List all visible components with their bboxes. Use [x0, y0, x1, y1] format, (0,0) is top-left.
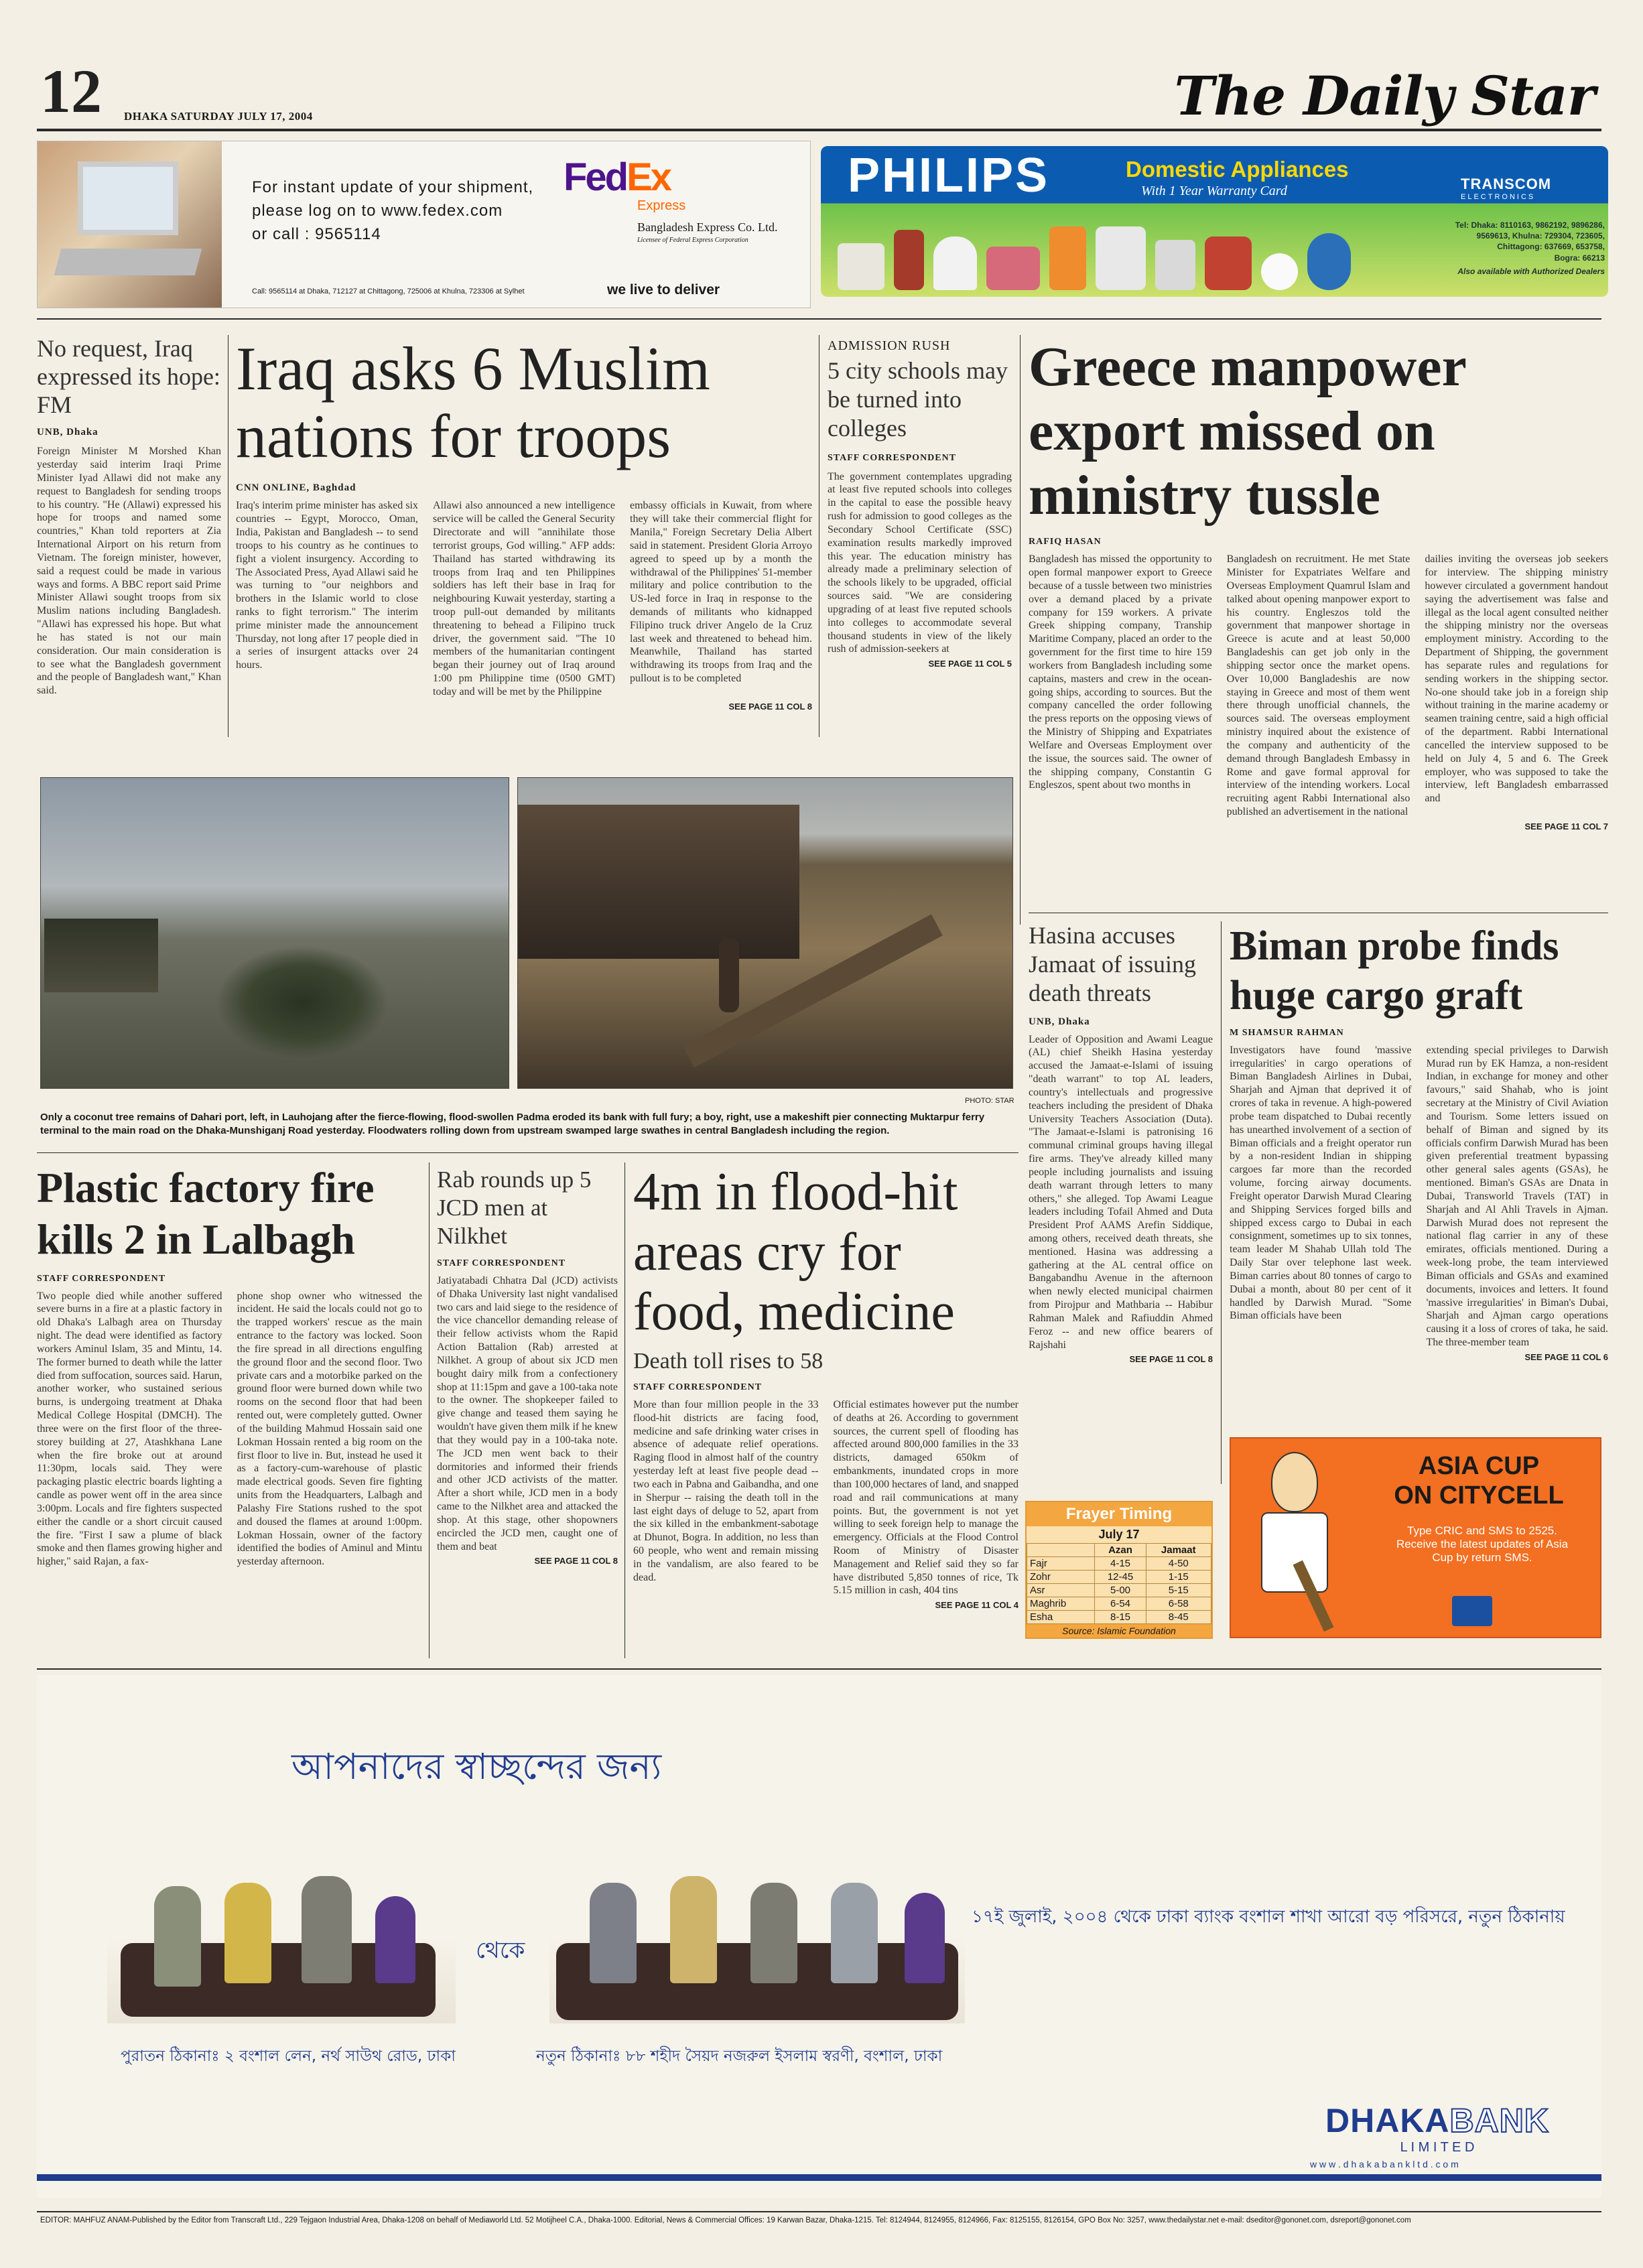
- photo-caption: Only a coconut tree remains of Dahari port, left, in Lauhojang after the fierce-flowing, flood-swollen Padma eroded its bank with full fury; a boy, right, use a makeshift pier connecting Muktarpur ferry terminal to the main road on the Dhaka-Munshiganj Road yesterday. Floodwaters rolling down from upstream swamped large swathes in central Bangladesh including the region.: [40, 1112, 985, 1136]
- section-rule: [37, 1152, 1018, 1153]
- bank-old-address: পুরাতন ঠিকানাঃ ২ বংশাল লেন, নর্থ সাউথ রোড, ঢাকা: [121, 2048, 456, 2065]
- hut-shape: [44, 919, 158, 992]
- bank-stripe: [37, 2174, 1601, 2181]
- iraq-col3: embassy officials in Kuwait, from where they will take their commercial flight for Manila," Foreign Secretary Delia Albert said in statement. President Gloria Arroyo agreed to speed up by a month the withdrawal of the Philippines' 51-member military and police contribution to the US-led force in Iraq in response to the demands of militants who kidnapped Filipino truck driver Angelo de la Cruz last week and threatened to behead him. Meanwhile, Thailand has started withdrawing its troops from Iraq and the pullout is to be completed: [630, 500, 812, 685]
- appliances-row: [838, 213, 1387, 290]
- hasina-story: [1029, 921, 1213, 1364]
- appliance-icon: [1307, 233, 1351, 290]
- plastic-col2: phone shop owner who witnessed the incident. He said the locals could not go to the trapped workers' rescue as the main entrance to the factory was locked. Soon the fire spread in all directions engulfing the ground floor and the second floor. Two private cars and a motorbike parked on the ground floor were burned down while two rooms on the second floor that had been rented out, were completely gutted. Owner of the building Mahmud Hossain said one Lokman Hossain rented a big room on the first floor to live in. But, instead he used it as a factory-cum-warehouse of plastic made electrical goods. Seven fire fighting units from the Headquarters, Lalbagh and Palashy Fire Stations rushed to the spot and doused the flames at around 1:00pm. Lokman Hossain, owner of the factory identified the bodies of Aminul and Mintu yesterday afternoon.: [237, 1290, 422, 1568]
- hasina-jump: SEE PAGE 11 COL 8: [1129, 1354, 1213, 1365]
- prayer-col-azan: Azan: [1095, 1544, 1146, 1557]
- section-rule: [37, 1668, 1601, 1670]
- citycell-logo: [1452, 1596, 1492, 1626]
- fedex-text-line3: or call : 9565114: [252, 225, 381, 243]
- bank-theke: থেকে: [476, 1937, 525, 1964]
- table-row: Esha 8-15 8-45: [1027, 1611, 1211, 1624]
- fedex-company: Bangladesh Express Co. Ltd.: [637, 220, 778, 234]
- houses-shape: [518, 805, 799, 959]
- flood-byline: STAFF CORRESPONDENT: [633, 1382, 763, 1392]
- greece-col3: dailies inviting the overseas job seekers for interview. The shipping ministry however circulated a government handout saying the advertisement was false and illegal as the local agent consulted neither the shipping ministry nor the overseas employment ministry. According to the Department of Shipping, the government has separate rules and regulations for sending workers in the shipping sector. No-one should take job in a foreign ship without training in the marine academy or seamen training centre, said a high official of the department. Rabbi International cancelled the interview supposed to be held on July 4, 5 and 6. The Greek employer, who was supposed to take the interview, left Bangladesh embarrassed and: [1425, 553, 1609, 805]
- fedex-logo: FedEx: [564, 155, 671, 199]
- appliance-icon: [986, 247, 1040, 290]
- greece-story: [1029, 335, 1608, 831]
- schools-headline: 5 city schools may be turned into colleges: [828, 357, 1008, 442]
- table-row: Zohr 12-45 1-15: [1027, 1571, 1211, 1584]
- greece-col2: Bangladesh on recruitment. He met State Minister for Expatriates Welfare and Overseas Employment Quamrul Islam and talked about opening manpower export to his country. Engleszos told the government that manpower shortage in Greece is acute and at least 50,000 Bangladeshis can get job only in the shipping sector once the market opens. Over 10,000 Bangladeshis are now staying in Greece and most of them went there through unofficial channels, the sources said. The overseas employment ministry inquired about the existence of the company and authenticity of the demand through Bangladesh Embassy in Rome and gave formal approval for interview of the intending workers. Local recruiting agent Rabbi International also published an advertisement in the national: [1226, 553, 1410, 817]
- philips-title: Domestic Appliances: [1126, 157, 1349, 182]
- biman-story: [1230, 921, 1608, 1362]
- dateline: DHAKA SATURDAY JULY 17, 2004: [124, 110, 313, 123]
- ads-rule: [37, 318, 1601, 320]
- dhakabank-logo: DHAKABANK L I M I T E D: [1297, 2104, 1578, 2155]
- bank-headline: আপনাদের স্বাচ্ছন্দের জন্য: [291, 1745, 662, 1788]
- appliance-icon: [1049, 226, 1086, 290]
- fedex-tagline: we live to deliver: [607, 282, 720, 297]
- bank-limited: L I M I T E D: [1400, 2140, 1475, 2155]
- iraq-col1: Iraq's interim prime minister has asked six countries -- Egypt, Morocco, Oman, India, Pakistan and Bangladesh -- to send troops to his country as he continues to fight a violent insurgency. According to The Associated Press, Ayad Allawi said he was turning to "our neighbors and brothers in the Islamic world to close ranks to fight terrorism." The interim prime minister made the announcement Thursday, not long after 17 people died in a series of insurgent attacks over 24 hours.: [236, 500, 418, 671]
- appliance-icon: [894, 230, 924, 290]
- prayer-timing-box: [1025, 1501, 1213, 1639]
- asiacup-title: ASIA CUP ON CITYCELL: [1394, 1452, 1564, 1510]
- fedex-express: Express: [637, 198, 686, 213]
- greece-headline: Greece manpower export missed on ministry tussle: [1029, 336, 1466, 527]
- bank-announcement: ১৭ই জুলাই, ২০০৪ থেকে ঢাকা ব্যাংক বংশাল শাখা আরো বড় পরিসরে, নতুন ঠিকানায়: [972, 1907, 1565, 1927]
- prayer-title: Frayer Timing: [1027, 1502, 1211, 1526]
- dhakabank-ad[interactable]: [37, 1675, 1601, 2198]
- rab-story: [437, 1166, 618, 1566]
- schools-story: [828, 338, 1012, 669]
- table-row: Fajr 4-15 4-50: [1027, 1557, 1211, 1571]
- philips-subtitle: With 1 Year Warranty Card: [1141, 184, 1287, 198]
- transcom-logo: TRANSCOM ELECTRONICS: [1461, 176, 1552, 201]
- plastic-col1: Two people died while another suffered severe burns in a fire at a plastic factory in old Dhaka's Lalbagh area on Thursday night. The dead were identified as factory workers Aminul Islam, 35 and Mintu, 14. The former burned to death while the latter died from suffocation, sources said. Harun, another worker, who sustained serious burns, is undergoing treatment at Dhaka Medical College Hospital (DMCH). The three were on the first floor of the three-storey building at 27, Atashkhana Lane when the fire broke out at around 11:30pm, locals said. They were packaging plastic electric boards lighting a candle as power went off in the area since 3:00pm. Locals and fire fighters suspected either the candle or a short circuit caused the fire. "First I saw a plume of black smoke and then flames growing higher and higher," said Rajan, a fax-: [37, 1290, 222, 1568]
- old-branch-photo: [107, 1829, 456, 2023]
- fedex-text-line1: For instant update of your shipment,: [252, 178, 534, 196]
- hasina-body: Leader of Opposition and Awami League (AL) chief Sheikh Hasina yesterday accused the Jamaat-e-Islami of issuing "death warrant" to top AL leaders, country's intellectuals and progressive teachers including the president of Dhaka University Teachers Association (Duta). "The Jamaat-e-Islami is patronising 16 communal criminal groups having illegal fire arms. They've already killed many people including journalists and issuing death warrant through letters to many others," she alleged. Top Awami League leaders including Tofail Ahmed and Duta President Prof AAMS Arefin Siddique, among others, received death threats, she mentioned. Hasina was addressing a gathering at the AL central office on Bangabandhu Avenue in the afternoon when newly elected municipal chairmen from Pirojpur and Mathbaria -- Habibur Rahman Malek and Rafiuddin Ahmed Feroz -- and new office bearers of Rajshahi: [1029, 1033, 1213, 1351]
- masthead-rule: [37, 129, 1601, 131]
- iraq-col2: Allawi also announced a new intelligence service will be called the General Security Directorate and will "annihilate those terrorist groups, God willing." AFP adds: Thailand has started withdrawing its troops from Iraq and ten Philippines soldiers has left their base in Iraq for neighbouring Kuwait yesterday, starting a troop pull-out demanded by militants threatening to behead a Filipino truck driver, the government said. "The 10 members of the humanitarian contingent began their journey out of Iraq around 1:00 pm Philippine time (0500 GMT) today and will be met by the Philippine: [433, 500, 615, 697]
- table-row: Asr 5-00 5-15: [1027, 1584, 1211, 1597]
- rab-jump: SEE PAGE 11 COL 8: [534, 1556, 618, 1566]
- boy-shape: [719, 939, 739, 1012]
- schools-byline: STAFF CORRESPONDENT: [828, 452, 957, 463]
- plastic-byline: STAFF CORRESPONDENT: [37, 1273, 166, 1284]
- rab-headline: Rab rounds up 5 JCD men at Nilkhet: [437, 1166, 592, 1249]
- fedex-ad[interactable]: [37, 141, 811, 308]
- greece-byline: RAFIQ HASAN: [1029, 537, 1102, 547]
- prayer-table: [1027, 1543, 1211, 1624]
- philips-contacts: Tel: Dhaka: 8110163, 9862192, 9896286, 9569613, Khulna: 729304, 723605, Chittagong: 637669, 653758, Bogra: 66213 Also available with Authorized Dealers: [1455, 220, 1605, 276]
- prayer-col-jamaat: Jamaat: [1146, 1544, 1211, 1557]
- fedex-computer-image: [38, 141, 222, 308]
- flood-deck: Death toll rises to 58: [633, 1348, 824, 1374]
- flood-headline: 4m in flood-hit areas cry for food, medicine: [633, 1162, 958, 1342]
- flood-col1: More than four million people in the 33 flood-hit districts are facing food, medicine and safe drinking water crises in absence of adequate relief operations. Raging flood in almost half of the country yesterday left at least five people dead -- two each in Pabna and Gaibandha, and one in Sherpur -- raising the death toll in the last eight days of deluge to 52, apart from the six killed in the embankment-sabotage at Dhunot, Bogra. In addition, no less than 60 people, who went and remain missing in the vandalism, are also feared to be dead.: [633, 1398, 819, 1583]
- appliance-icon: [838, 243, 884, 290]
- table-row: Maghrib 6-54 6-58: [1027, 1597, 1211, 1611]
- iraq-byline: CNN ONLINE, Baghdad: [236, 482, 356, 494]
- plastic-headline: Plastic factory fire kills 2 in Lalbagh: [37, 1164, 375, 1263]
- fedex-contacts: Call: 9565114 at Dhaka, 712127 at Chittagong, 725006 at Khulna, 723306 at Sylhet: [252, 287, 525, 295]
- biman-jump: SEE PAGE 11 COL 6: [1524, 1351, 1608, 1362]
- fm-story: [37, 335, 221, 697]
- hasina-byline: UNB, Dhaka: [1029, 1016, 1090, 1027]
- appliance-icon: [1261, 253, 1298, 290]
- rab-byline: STAFF CORRESPONDENT: [437, 1258, 566, 1268]
- flood-photo-left: [40, 777, 509, 1089]
- col-rule: [429, 1162, 430, 1658]
- fm-headline: No request, Iraq expressed its hope: FM: [37, 335, 220, 418]
- appliance-icon: [1155, 240, 1195, 290]
- iraq-jump: SEE PAGE 11 COL 8: [728, 701, 812, 712]
- new-branch-photo: [549, 1829, 965, 2023]
- iraq-headline: Iraq asks 6 Muslim nations for troops: [236, 334, 710, 471]
- appliance-icon: [1096, 226, 1146, 290]
- schools-body: The government contemplates upgrading at least five reputed schools into colleges in the capital to ease the possible heavy rush for admission to good colleges as the Secondary School Certificate (SSC) examination results markedly improved this year. The education ministry has already made a preliminary selection of the schools likely to be upgraded, official sources said. "We are considering upgrading of at least five reputed schools into colleges to accommodate several thousand students in view of the likely rush of admission-seekers at: [828, 470, 1012, 655]
- flood-story: [633, 1162, 1018, 1610]
- philips-ad[interactable]: [821, 146, 1608, 297]
- prayer-date: July 17: [1098, 1528, 1140, 1541]
- footer-rule: [37, 2211, 1601, 2212]
- masthead: [40, 57, 1595, 127]
- page-number: 12: [40, 57, 102, 125]
- prayer-source: Source: Islamic Foundation: [1027, 1624, 1211, 1638]
- fedex-text-line2: please log on to www.fedex.com: [252, 202, 503, 220]
- greece-jump: SEE PAGE 11 COL 7: [1524, 821, 1608, 831]
- col-rule: [1221, 921, 1222, 1484]
- palm-tree-shape: [215, 945, 389, 1059]
- philips-logo: PHILIPS: [848, 149, 1050, 202]
- fm-body: Foreign Minister M Morshed Khan yesterday said interim Iraqi Prime Minister Iyad Allawi did not make any request to Bangladesh for sending troops to his country. "He (Allawi) expressed his hope for troops and named some countries," Khan told reporters at Zia International Airport on his return from Vietnam. The foreign minister, however, said a request could be made in various ways and forms. A BBC report said Prime Minister Allawi sought troops from six Muslim nations including Bangladesh. "Allawi has expressed his hope. But what he has stated is not our main consideration. Our main consideration is to see what the Bangladesh government and the people of Bangladesh want," Khan said.: [37, 446, 221, 697]
- greece-col1: Bangladesh has missed the opportunity to open formal manpower export to Greece because of a tussle between two ministries over a demand placed by a private company for 159 workers. A private Greek shipping company, Tranship Maritime Company, placed an order to the government for the first time to hire 159 workers from Bangladesh including some captains, masters and crew in the ocean-going ships, according to sources. But the company cancelled the order following the press reports on the opposing views of the Ministry of Shipping and Expatriates Welfare and Overseas Employment over the issue, the sources said. The owner of the shipping company, Constantin G Engleszos, spent about two months in: [1029, 553, 1212, 791]
- masthead-title: The Daily Star: [1174, 64, 1595, 127]
- fedex-license: Licensee of Federal Express Corporation: [637, 237, 748, 244]
- flood-jump: SEE PAGE 11 COL 4: [935, 1600, 1018, 1611]
- biman-col1: Investigators have found 'massive irregularities' in cargo operations of Biman Bangladesh Airlines in Dubai, Sharjah and Ajman that deprived it of crores of taka in revenue. A high-powered probe team dispatched to Dubai recently has unearthed involvement of a section of Biman officials and a freight operator run by a non-resident Indian in shipping cargoes far more than the recorded volume, forcing airway documents. Freight operator Darwish Murad Clearing and Shipping Services forged bills and shipped excess cargo to Dubai in each consignment, sometimes up to six tonnes, team leader M Shahab Ullah told The Daily Star over telephone last week. Biman carries about 80 tonnes of cargo to Dubai a month, about 80 per cent of it handled by Darwish Murad. "Some Biman officials have been: [1230, 1044, 1412, 1322]
- schools-jump: SEE PAGE 11 COL 5: [928, 659, 1012, 669]
- asiacup-text: Type CRIC and SMS to 2525. Receive the latest updates of Asia Cup by return SMS.: [1396, 1524, 1569, 1564]
- bank-website[interactable]: w w w . d h a k a b a n k l t d . c o m: [1310, 2159, 1459, 2170]
- appliance-icon: [933, 237, 977, 290]
- footer-imprint: EDITOR: MAHFUZ ANAM-Published by the Editor from Transcraft Ltd., 229 Tejgaon Industrial Area, Dhaka-1208 on behalf of Mediaworld Ltd. 52 Motijheel C.A., Dhaka-1000. Editorial, News & Commercial Offices: 19 Karwan Bazar, Dhaka-1215. Tel: 8124944, 8124955, 8124966, Fax: 8125155, 8126154, GPO Box No: 3257, www.thedailystar.net e-mail: dseditor@gononet.com, dsreport@gononet.com: [40, 2216, 1411, 2224]
- hasina-headline: Hasina accuses Jamaat of issuing death threats: [1029, 922, 1196, 1007]
- biman-headline: Biman probe finds huge cargo graft: [1230, 923, 1559, 1019]
- photo-credit: PHOTO: STAR: [965, 1097, 1014, 1105]
- biman-col2: extending special privileges to Darwish Murad run by EK Hamza, a non-resident Indian, in exchange for money and other favours," said Shahab, who is joint secretary at the Ministry of Civil Aviation and Tourism. Some letters issued on behalf of Biman and signed by its officials confirm Darwish Murad has been given preferential treatment bypassing other general sales agents (GSAs), he mentioned. Biman's GSAs are Dnata in Dubai, Transworld Travels (TAT) in Sharjah and Al Ahli Travels in Ajman. Darwish Murad does not represent the national flag carrier in any of these emirates, officials mentioned. During a week-long probe, the team interviewed Biman officials and GSAs and examined documents, invoices and letters. It found 'massive irregularities' in Biman's Dubai, Sharjah and Ajman cargo operations causing it a loss of crores of taka, he said. The three-member team: [1426, 1044, 1608, 1348]
- rab-body: Jatiyatabadi Chhatra Dal (JCD) activists of Dhaka University last night vandalised two cars and laid siege to the residence of the vice chancellor demanding release of their fellow activists whom the Rapid Action Battalion (Rab) arrested at Nilkhet. A group of about six JCD men bought dairy milk from a confectionery shop at 11:15pm and gave a 100-taka note to the owner. The shopkeeper failed to give change and teased them saying he wouldn't have given them milk if he knew that they would pay in a 100-taka note. The JCD men went back to their dormitories and informed their friends and other JCD activists of the matter. After a short while, JCD men in a body came to the Nilkhet area and attacked the shop. At this stage, other shopowners encircled the JCD men, caught one of them and beat: [437, 1275, 618, 1552]
- flood-photo-right: [517, 777, 1013, 1089]
- bank-new-address: নতুন ঠিকানাঃ ৮৮ শহীদ সৈয়দ নজরুল ইসলাম স্বরণী, বংশাল, ঢাকা: [536, 2048, 943, 2065]
- iraq-story: [236, 335, 812, 712]
- biman-byline: M SHAMSUR RAHMAN: [1230, 1027, 1344, 1038]
- flood-col2: Official estimates however put the number of deaths at 26. According to government sources, the current spell of flooding has affected around 800,000 families in the 33 districts, damaged 650km of embankments, inundated crops in more than 100,000 hectares of land, and snapped road and rail communications at many points. But, the government is not yet willing to seek foreign help to manage the emergency. Officials at the Flood Control Room of Ministry of Disaster Management and Relief said they so far have distributed 5,850 tonnes of rice, Tk 5.15 million in cash, 404 tins: [833, 1398, 1018, 1597]
- fm-byline: UNB, Dhaka: [37, 427, 98, 438]
- appliance-icon: [1205, 237, 1252, 290]
- col-rule: [1020, 335, 1021, 925]
- schools-kicker: ADMISSION RUSH: [828, 338, 951, 353]
- plastic-story: [37, 1162, 422, 1569]
- asiacup-ad[interactable]: [1230, 1437, 1601, 1638]
- cricketer-figure: [1244, 1452, 1358, 1633]
